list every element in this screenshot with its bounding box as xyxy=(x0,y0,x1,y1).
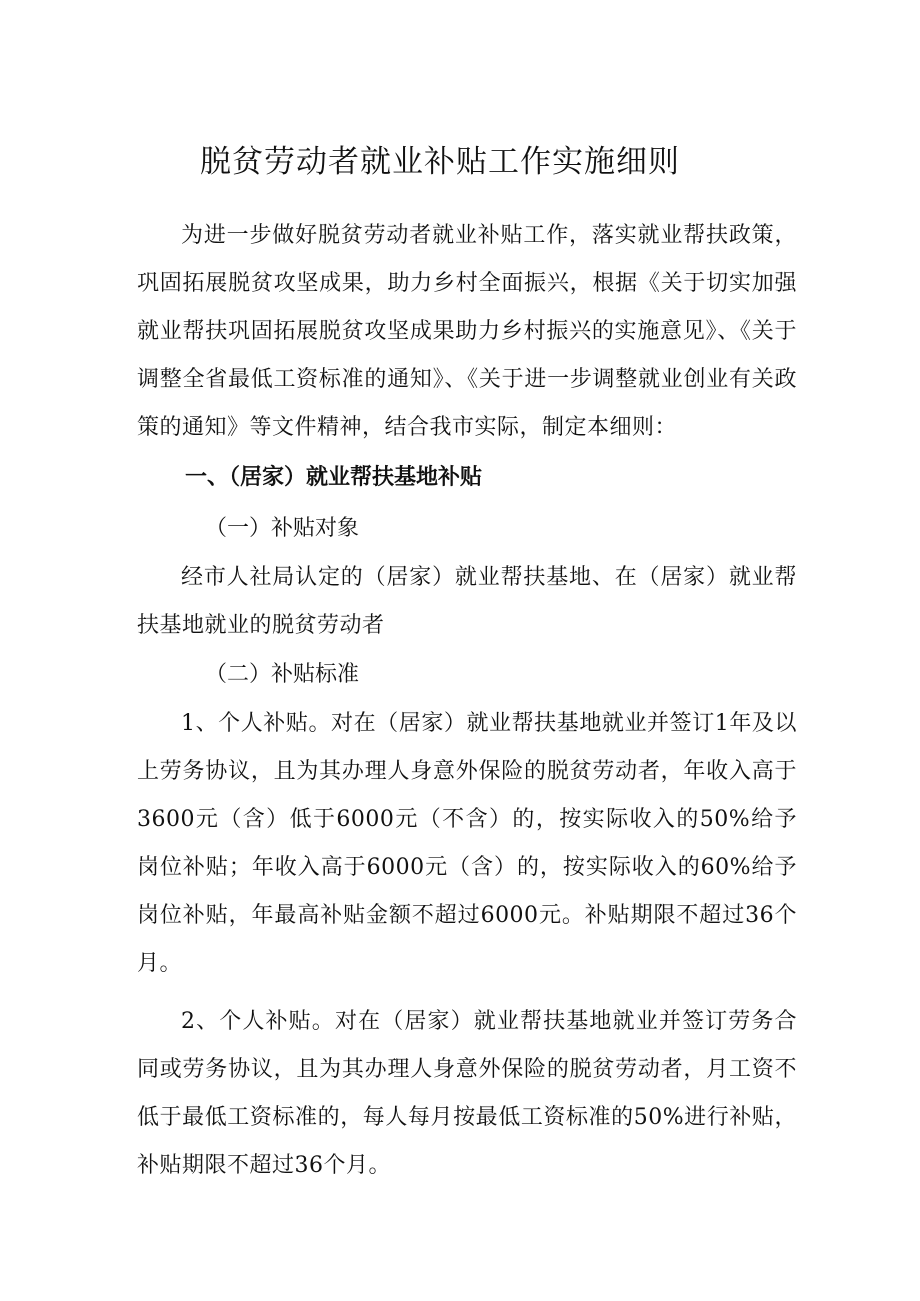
subsection-heading-target: （一）补贴对象 xyxy=(205,516,360,541)
paragraph-gap xyxy=(137,988,797,998)
standard-item-1: 1、个人补贴。对在（居家）就业帮扶基地就业并签订1年及以上劳务协议，且为其办理人身意外保险的脱贫劳动者，年收入高于3600元（含）低于6000元（不含）的，按实际收入的50%给予岗位补贴；年收入高于6000元（含）的，按实际收入的60%给予岗位补贴，年最高补贴金额不超过6000元。补贴期限不超过36个月。 xyxy=(137,711,797,976)
intro-paragraph: 为进一步做好脱贫劳动者就业补贴工作，落实就业帮扶政策，巩固拓展脱贫攻坚成果，助力乡村全面振兴，根据《关于切实加强就业帮扶巩固拓展脱贫攻坚成果助力乡村振兴的实施意见》、《关于调整全省最低工资标准的通知》、《关于进一步调整就业创业有关政策的通知》等文件精神，结合我市实际，制定本细则： xyxy=(137,223,797,440)
document-body xyxy=(137,212,797,1190)
section-heading-1: 一、（居家）就业帮扶基地补贴 xyxy=(185,465,483,490)
document-title: 脱贫劳动者就业补贴工作实施细则 xyxy=(200,144,680,180)
subsection-heading-standard: （二）补贴标准 xyxy=(205,662,360,687)
standard-item-2: 2、个人补贴。对在（居家）就业帮扶基地就业并签订劳务合同或劳务协议，且为其办理人身意外保险的脱贫劳动者，月工资不低于最低工资标准的，每人每月按最低工资标准的50%进行补贴，补贴期限不超过36个月。 xyxy=(137,1009,797,1178)
target-paragraph: 经市人社局认定的（居家）就业帮扶基地、在（居家）就业帮扶基地就业的脱贫劳动者 xyxy=(137,565,797,638)
